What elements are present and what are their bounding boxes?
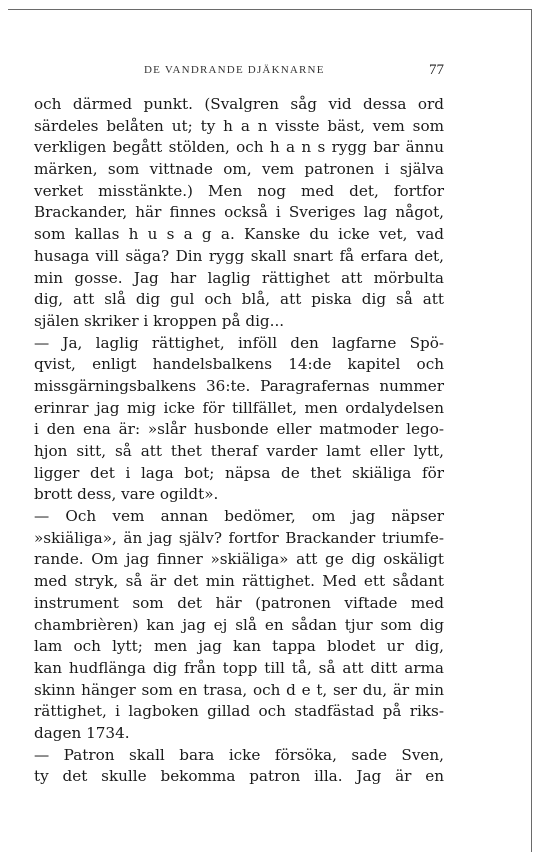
text-line: dig, att slå dig gul och blå, att piska dig så att <box>34 290 444 309</box>
text-line: och därmed punkt. (Svalgren såg vid dessa ord <box>34 95 444 113</box>
text-line: rande. Om jag finner »skiäliga» att ge dig oskäligt <box>34 550 444 569</box>
text-line: själen skriker i kroppen på dig... <box>34 311 285 330</box>
text-line: kan hudflänga dig från topp till tå, så att ditt arma <box>34 658 444 677</box>
text-line: som kallas h u s a g a. Kanske du icke vet, vad <box>34 225 444 244</box>
text-line: rättighet, i lagboken gillad och stadfästad på riks- <box>34 702 444 721</box>
text-line: husaga vill säga? Din rygg skall snart få erfara det, <box>34 246 444 265</box>
text-line: »skiäliga», än jag själv? fortfor Brackander triumfe- <box>34 528 444 547</box>
text-line: missgärningsbalkens 36:te. Paragrafernas nummer <box>34 376 444 395</box>
text-line: — Ja, laglig rättighet, inföll den lagfarne Spö- <box>34 333 444 352</box>
text-line: skinn hänger som en trasa, och d e t, ser du, är min <box>34 680 444 699</box>
text-line: Brackander, här finnes också i Sveriges lag något, <box>34 203 444 222</box>
text-line: — Och vem annan bedömer, om jag näpser <box>34 507 444 526</box>
text-line: ligger det i laga bot; näpsa de thet skiäliga för <box>34 463 444 482</box>
text-line: min gosse. Jag har laglig rättighet att mörbulta <box>34 268 444 287</box>
text-line: märken, som vittnade om, vem patronen i själva <box>34 160 444 179</box>
text-line: ty det skulle bekomma patron illa. Jag är en <box>34 767 444 786</box>
page-border-right <box>531 9 532 852</box>
text-line: hjon sitt, så att thet theraf varder lamt eller lytt, <box>34 442 444 460</box>
text-line: med stryk, så är det min rättighet. Med ett sådant <box>34 572 444 591</box>
text-line: qvist, enligt handelsbalkens 14:de kapitel och <box>34 355 444 374</box>
page-header <box>34 62 444 82</box>
text-line: dagen 1734. <box>34 723 130 742</box>
body-text <box>34 94 444 788</box>
text-line: — Patron skall bara icke försöka, sade Sven, <box>34 745 444 764</box>
text-line: verkligen begått stölden, och h a n s rygg bar ännu <box>34 138 444 157</box>
text-line: lam och lytt; men jag kan tappa blodet ur dig, <box>34 637 444 656</box>
page-number: 77 <box>429 62 444 78</box>
text-line: verket misstänkte.) Men nog med det, fortfor <box>34 181 444 200</box>
text-line: i den ena är: »slår husbonde eller matmoder lego- <box>34 420 444 439</box>
running-head: DE VANDRANDE DJÄKNARNE <box>144 64 325 76</box>
text-line: erinrar jag mig icke för tillfället, men ordalydelsen <box>34 398 444 417</box>
text-line: brott dess, vare ogildt». <box>34 485 219 504</box>
text-line: instrument som det här (patronen viftade med <box>34 593 444 612</box>
text-line: särdeles belåten ut; ty h a n visste bäst, vem som <box>34 116 444 135</box>
text-line: chambrièren) kan jag ej slå en sådan tjur som dig <box>34 615 444 634</box>
page-border-top <box>8 9 532 10</box>
